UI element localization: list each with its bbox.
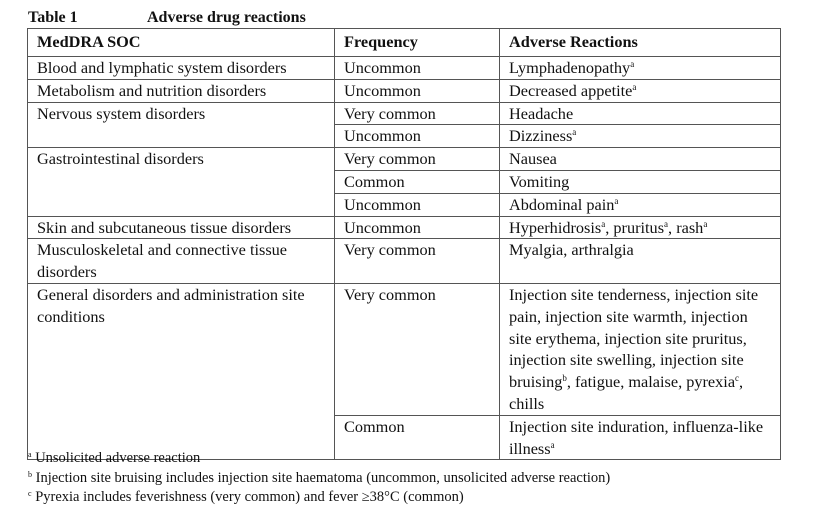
reaction-text: Myalgia, arthralgia xyxy=(509,240,634,260)
adverse-reactions-table xyxy=(27,28,781,460)
soc-cell: Musculoskeletal and connective tissue disorders xyxy=(28,239,335,284)
footnote-mark: a xyxy=(28,450,32,459)
reaction-text: , pruritus xyxy=(605,217,665,237)
reactions-cell xyxy=(500,216,781,239)
soc-cell: Skin and subcutaneous tissue disorders xyxy=(28,216,335,239)
frequency-cell: Common xyxy=(335,415,500,460)
frequency-cell: Uncommon xyxy=(335,57,500,80)
footnote-mark: a xyxy=(632,81,637,92)
reaction-text: Injection site induration, influenza-like illness xyxy=(509,416,764,458)
frequency-cell: Very common xyxy=(335,283,500,415)
footnote-mark: c xyxy=(735,373,740,384)
reaction-text: Lymphadenopathy xyxy=(509,58,631,77)
soc-cell: Nervous system disorders xyxy=(28,102,335,148)
frequency-cell: Uncommon xyxy=(335,125,500,148)
reaction-text: Nausea xyxy=(509,149,557,169)
footnote-mark: a xyxy=(572,127,577,138)
footnote-mark: a xyxy=(614,195,619,206)
footnote-mark: a xyxy=(601,218,606,229)
frequency-cell: Very common xyxy=(335,239,500,284)
frequency-cell: Very common xyxy=(335,148,500,171)
reaction-text: , chills xyxy=(509,372,744,413)
reaction-text: Decreased appetite xyxy=(509,80,633,100)
soc-cell: Blood and lymphatic system disorders xyxy=(28,57,335,80)
reactions-cell xyxy=(500,239,781,284)
table-header-row xyxy=(28,29,781,57)
reaction-text: , fatigue, malaise, pyrexia xyxy=(566,372,736,392)
reaction-text: , rash xyxy=(668,217,704,237)
frequency-cell: Common xyxy=(335,170,500,193)
table-number: Table 1 xyxy=(28,9,78,26)
reactions-cell xyxy=(500,125,781,148)
header-frequency: Frequency xyxy=(335,29,500,57)
footnote-text: Pyrexia includes feverishness (very common) and fever ≥38°C (common) xyxy=(31,489,464,505)
soc-cell: Metabolism and nutrition disorders xyxy=(28,79,335,102)
reactions-cell xyxy=(500,148,781,171)
reactions-cell xyxy=(500,193,781,216)
reaction-text: Injection site tenderness, injection site pain, injection site warmth, injection site erythema, injection site pruritus, injection site swelling, injection site bruising xyxy=(509,284,759,392)
footnote-mark: b xyxy=(562,373,567,384)
footnote-mark: a xyxy=(703,218,708,229)
footnote-mark: b xyxy=(28,469,32,479)
reactions-cell xyxy=(500,170,781,193)
reaction-text: Abdominal pain xyxy=(509,194,615,214)
soc-cell: Gastrointestinal disorders xyxy=(28,148,335,216)
frequency-cell: Very common xyxy=(335,102,500,125)
header-reactions: Adverse Reactions xyxy=(500,29,781,57)
table-row xyxy=(28,216,781,239)
reactions-cell xyxy=(500,283,781,415)
reaction-text: Headache xyxy=(509,103,574,123)
reaction-text: Vomiting xyxy=(509,171,570,191)
footnote xyxy=(28,449,610,469)
header-soc: MedDRA SOC xyxy=(28,29,335,57)
footnote-text: Unsolicited adverse reaction xyxy=(31,450,201,466)
table-title: Adverse drug reactions xyxy=(147,9,306,26)
frequency-cell: Uncommon xyxy=(335,193,500,216)
table-row xyxy=(28,148,781,171)
footnote-mark: a xyxy=(664,218,669,229)
reactions-cell xyxy=(500,79,781,102)
reactions-cell xyxy=(500,102,781,125)
frequency-cell: Uncommon xyxy=(335,216,500,239)
footnote-mark: a xyxy=(550,439,555,450)
footnote xyxy=(28,469,610,489)
reaction-text: Hyperhidrosis xyxy=(509,217,602,237)
reaction-text: Dizziness xyxy=(509,126,573,146)
table-row xyxy=(28,283,781,415)
table-caption xyxy=(28,8,306,28)
footnote xyxy=(28,488,610,508)
reactions-cell xyxy=(500,57,781,80)
footnote-mark: c xyxy=(28,489,32,498)
table-row xyxy=(28,57,781,80)
table-row xyxy=(28,102,781,125)
footnotes xyxy=(28,449,610,508)
frequency-cell: Uncommon xyxy=(335,79,500,102)
footnote-text: Injection site bruising includes injection site haematoma (uncommon, unsolicited adverse reaction) xyxy=(32,469,611,486)
soc-cell: General disorders and administration site conditions xyxy=(28,283,335,459)
footnote-mark: a xyxy=(630,59,635,69)
table-row xyxy=(28,79,781,102)
table-row xyxy=(28,239,781,284)
